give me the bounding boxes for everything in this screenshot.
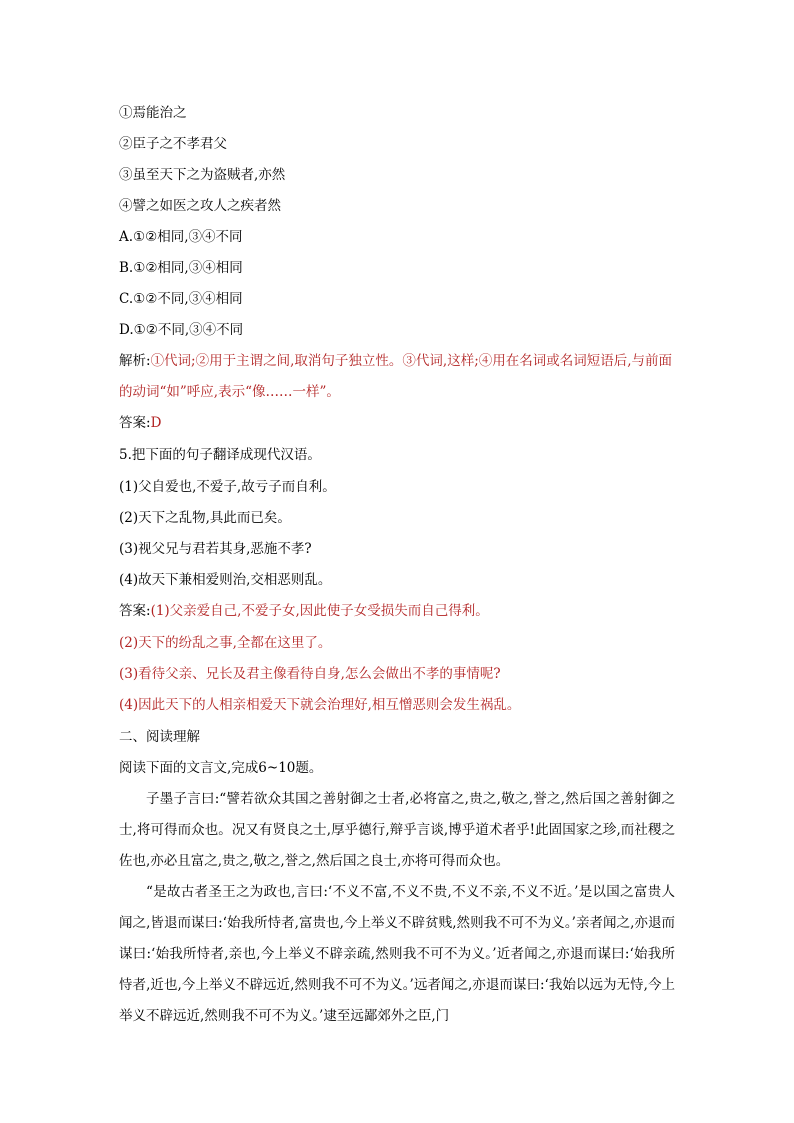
q5-answer-4: (4)因此天下的人相亲相爱天下就会治理好,相互憎恶则会发生祸乱。 bbox=[119, 697, 521, 713]
section-heading: 二、阅读理解 bbox=[119, 729, 200, 745]
q5-item-4: (4)故天下兼相爱则治,交相恶则乱。 bbox=[119, 572, 332, 588]
option-item-3: ③虽至天下之为盗贼者,亦然 bbox=[119, 167, 286, 183]
choice-b: B.①②相同,③④相同 bbox=[119, 260, 243, 276]
q5-answer-1 bbox=[119, 602, 489, 620]
choice-c: C.①②不同,③④相同 bbox=[119, 291, 243, 307]
q5-title: 5.把下面的句子翻译成现代汉语。 bbox=[119, 447, 321, 463]
classical-paragraph-1: 子墨子言曰:“譬若欲众其国之善射御之士者,必将富之,贵之,敬之,誉之,然后国之善射御之士,将可得而众也。况又有贤良之士,厚乎德行,辩乎言谈,博乎道术者乎!此固国家之珍,而社稷之佐也,亦必且富之,贵之,敬之,誉之,然后国之良士,亦将可得而众也。 bbox=[119, 791, 675, 869]
q4-analysis bbox=[119, 346, 675, 408]
option-item-4: ④譬之如医之攻人之疾者然 bbox=[119, 198, 281, 214]
q5-answer-2: (2)天下的纷乱之事,全都在这里了。 bbox=[119, 635, 332, 651]
choice-a: A.①②相同,③④不同 bbox=[119, 229, 243, 245]
analysis-label: 解析: bbox=[119, 353, 151, 369]
q5-answer-3: (3)看待父亲、兄长及君主像看待自身,怎么会做出不孝的事情呢? bbox=[119, 666, 501, 682]
answer-label: 答案: bbox=[119, 415, 151, 431]
option-item-2: ②臣子之不孝君父 bbox=[119, 136, 227, 152]
choice-d: D.①②不同,③④不同 bbox=[119, 322, 244, 338]
q5-answer-text-1: (1)父亲爱自己,不爱子女,因此使子女受损失而自己得利。 bbox=[150, 603, 489, 619]
q5-item-2: (2)天下之乱物,具此而已矣。 bbox=[119, 510, 291, 526]
analysis-text: ①代词;②用于主谓之间,取消句子独立性。③代词,这样;④用在名词或名词短语后,与前面的动词“如”呼应,表示“像……一样”。 bbox=[119, 353, 673, 400]
section-instruction: 阅读下面的文言文,完成6~10题。 bbox=[119, 760, 323, 776]
q5-item-1: (1)父自爱也,不爱子,故亏子而自利。 bbox=[119, 479, 336, 495]
answer-value: D bbox=[150, 415, 162, 431]
classical-text bbox=[119, 784, 675, 1032]
option-item-1: ①焉能治之 bbox=[119, 105, 187, 121]
q5-item-3: (3)视父兄与君若其身,恶施不孝? bbox=[119, 541, 312, 557]
classical-paragraph-2: “是故古者圣王之为政也,言曰:‘不义不富,不义不贵,不义不亲,不义不近。’是以国之富贵人闻之,皆退而谋曰:‘始我所恃者,富贵也,今上举义不辟贫贱,然则我不可不为义。’亲者闻之,亦退而谋曰:‘始我所恃者,亲也,今上举义不辟亲疏,然则我不可不为义。’近者闻之,亦退而谋曰:‘始我所恃者,近也,今上举义不辟远近,然则我不可不为义。’远者闻之,亦退而谋曰:‘我始以远为无恃,今上举义不辟远近,然则我不可不为义。’逮至远鄙郊外之臣,门 bbox=[119, 884, 675, 1024]
q5-answer-label: 答案: bbox=[119, 603, 151, 619]
q4-answer bbox=[119, 414, 161, 432]
